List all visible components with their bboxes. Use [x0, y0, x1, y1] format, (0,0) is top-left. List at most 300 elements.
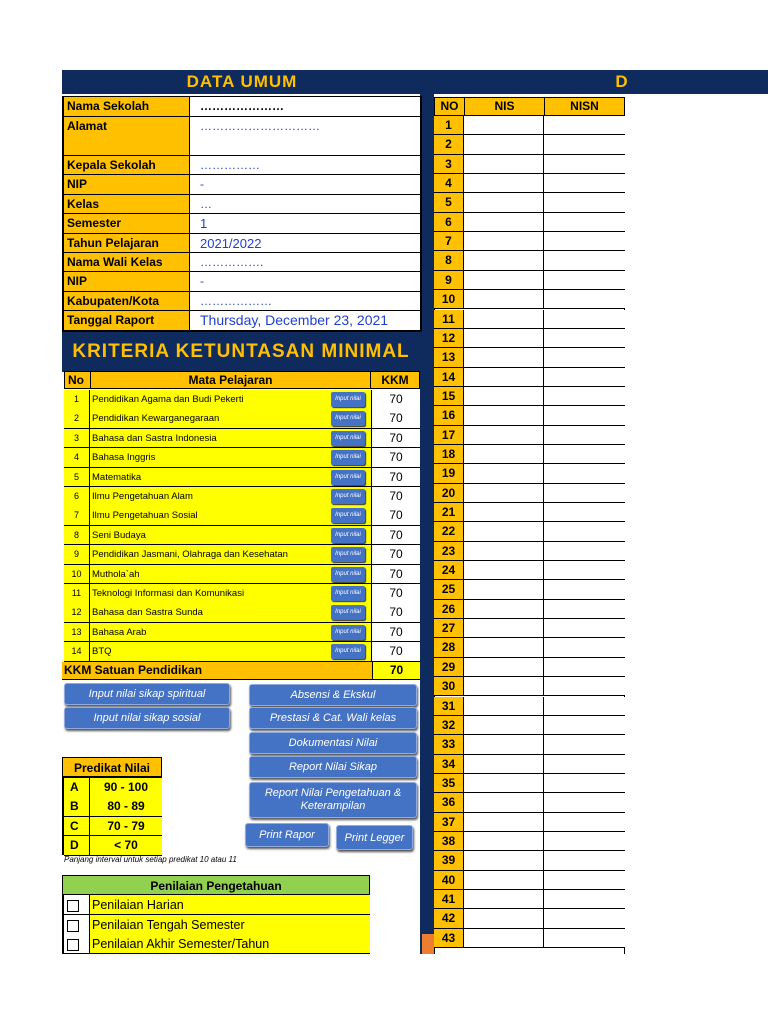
col-nisn: NISN: [570, 99, 599, 113]
kkm-subject-label: Ilmu Pengetahuan Sosial: [92, 510, 198, 522]
student-nisn-cell[interactable]: [544, 213, 625, 231]
data-umum-title: DATA UMUM: [186, 72, 298, 91]
kkm-subject-name: [90, 584, 372, 603]
input-sikap-sosial-button[interactable]: Input nilai sikap sosial: [64, 707, 230, 729]
student-no: 32: [434, 716, 464, 734]
data-umum-label: NIP: [64, 175, 190, 194]
kkm-value[interactable]: 70: [372, 565, 420, 584]
kkm-subject-no: 2: [64, 409, 90, 428]
student-row: [434, 871, 625, 890]
student-nis-cell[interactable]: [464, 426, 544, 444]
student-nis-cell[interactable]: [464, 193, 544, 211]
penilaian-checkbox-cell[interactable]: [64, 895, 90, 914]
kkm-subject-name: [90, 487, 372, 506]
penilaian-checkbox-cell[interactable]: [64, 934, 90, 953]
student-nis-cell[interactable]: [464, 716, 544, 734]
data-umum-label: Nama Sekolah: [64, 97, 190, 116]
student-nis-cell[interactable]: [464, 851, 544, 869]
student-nisn-cell[interactable]: [544, 735, 625, 753]
student-nisn-cell[interactable]: [544, 310, 625, 328]
student-nisn-cell[interactable]: [544, 580, 625, 598]
student-row: [434, 445, 625, 464]
student-nis-cell[interactable]: [464, 387, 544, 405]
student-no: 14: [434, 368, 464, 386]
student-nis-cell[interactable]: [464, 677, 544, 695]
kkm-subject-row: [64, 545, 420, 565]
kkm-subject-no: 4: [64, 448, 90, 467]
kkm-col-kkm: KKM: [381, 373, 409, 387]
student-nisn-cell[interactable]: [544, 251, 625, 269]
student-nisn-cell[interactable]: [544, 193, 625, 211]
student-nis-cell[interactable]: [464, 484, 544, 502]
student-nisn-cell[interactable]: [544, 600, 625, 618]
kkm-value[interactable]: 70: [372, 390, 420, 409]
student-no: 28: [434, 638, 464, 656]
kkm-value[interactable]: 70: [372, 409, 420, 428]
student-nisn-cell[interactable]: [544, 522, 625, 540]
student-nisn-cell[interactable]: [544, 638, 625, 656]
student-nisn-cell[interactable]: [544, 387, 625, 405]
data-umum-label: Tanggal Raport: [64, 311, 190, 330]
predikat-row: [64, 797, 162, 817]
data-umum-row: [64, 234, 420, 253]
student-row: [434, 406, 625, 425]
student-nis-cell[interactable]: [464, 542, 544, 560]
student-nisn-cell[interactable]: [544, 909, 625, 927]
student-nisn-cell[interactable]: [544, 174, 625, 192]
student-nis-cell[interactable]: [464, 445, 544, 463]
student-no: 27: [434, 619, 464, 637]
student-nisn-cell[interactable]: [544, 851, 625, 869]
student-nis-cell[interactable]: [464, 580, 544, 598]
kkm-subject-no: 6: [64, 487, 90, 506]
data-umum-label: NIP: [64, 272, 190, 291]
student-nis-cell[interactable]: [464, 310, 544, 328]
student-nisn-cell[interactable]: [544, 116, 625, 134]
student-row: [434, 735, 625, 754]
student-no: 13: [434, 348, 464, 366]
student-nis-cell[interactable]: [464, 638, 544, 656]
penilaian-checkbox[interactable]: [67, 900, 79, 912]
student-nis-cell[interactable]: [464, 116, 544, 134]
student-row: [434, 580, 625, 599]
student-nisn-cell[interactable]: [544, 329, 625, 347]
student-nisn-cell[interactable]: [544, 348, 625, 366]
student-nisn-cell[interactable]: [544, 290, 625, 308]
student-nisn-cell[interactable]: [544, 542, 625, 560]
kkm-subject-no: 10: [64, 565, 90, 584]
kkm-subject-label: Muthola`ah: [92, 568, 140, 580]
student-nisn-cell[interactable]: [544, 232, 625, 250]
student-nis-cell[interactable]: [464, 522, 544, 540]
student-nis-cell[interactable]: [464, 174, 544, 192]
student-nis-cell[interactable]: [464, 813, 544, 831]
student-nisn-cell[interactable]: [544, 368, 625, 386]
student-row: [434, 271, 625, 290]
input-nilai-button[interactable]: Input nilai: [331, 411, 365, 426]
student-nisn-cell[interactable]: [544, 445, 625, 463]
student-nis-cell[interactable]: [464, 290, 544, 308]
student-row: [434, 600, 625, 619]
student-nis-cell[interactable]: [464, 774, 544, 792]
student-no: 21: [434, 503, 464, 521]
student-nisn-cell[interactable]: [544, 619, 625, 637]
student-row: [434, 832, 625, 851]
kkm-col-subject: Mata Pelajaran: [91, 372, 371, 388]
student-nis-cell[interactable]: [464, 890, 544, 908]
student-nisn-cell[interactable]: [544, 561, 625, 579]
data-umum-value[interactable]: …………………………: [190, 117, 420, 155]
predikat-row: [64, 836, 162, 856]
data-umum-row: [64, 175, 420, 195]
student-nis-cell[interactable]: [464, 697, 544, 715]
kkm-subject-row: [64, 603, 420, 623]
student-nis-cell[interactable]: [464, 464, 544, 482]
data-umum-value[interactable]: Thursday, December 23, 2021: [190, 311, 420, 330]
student-nisn-cell[interactable]: [544, 503, 625, 521]
student-nisn-cell[interactable]: [544, 677, 625, 695]
data-umum-row: [64, 272, 420, 292]
kkm-value[interactable]: 70: [372, 429, 420, 448]
penilaian-row: [64, 895, 370, 915]
student-no: 4: [434, 174, 464, 192]
kkm-subject-name: [90, 448, 372, 467]
student-nisn-cell[interactable]: [544, 155, 625, 173]
student-nis-cell[interactable]: [464, 755, 544, 773]
kkm-subject-row: [64, 429, 420, 449]
kkm-subject-no: 7: [64, 506, 90, 525]
student-row: [434, 116, 625, 135]
penilaian-checkbox[interactable]: [67, 939, 79, 951]
input-nilai-button[interactable]: Input nilai: [331, 508, 365, 523]
kkm-subject-no: 9: [64, 545, 90, 564]
kkm-subject-label: Bahasa Inggris: [92, 452, 156, 464]
student-row: [434, 464, 625, 483]
kkm-value[interactable]: 70: [372, 448, 420, 467]
data-umum-value[interactable]: -: [190, 272, 420, 291]
student-nis-cell[interactable]: [464, 561, 544, 579]
student-nisn-cell[interactable]: [544, 426, 625, 444]
student-nis-cell[interactable]: [464, 406, 544, 424]
student-no: 12: [434, 329, 464, 347]
predikat-note: Panjang interval untuk setiap predikat 10 atau 11: [64, 855, 237, 864]
dokumentasi-nilai-button[interactable]: Dokumentasi Nilai: [249, 732, 417, 754]
kkm-subject-row: [64, 448, 420, 468]
student-nis-cell[interactable]: [464, 251, 544, 269]
student-row: [434, 755, 625, 774]
input-nilai-button[interactable]: Input nilai: [331, 431, 365, 446]
kkm-subject-name: [90, 545, 372, 564]
data-umum-label: Semester: [64, 214, 190, 233]
data-umum-value[interactable]: -: [190, 175, 420, 194]
input-nilai-button[interactable]: Input nilai: [331, 547, 365, 562]
penilaian-label: Penilaian Harian: [90, 895, 370, 914]
student-nisn-cell[interactable]: [544, 406, 625, 424]
student-no: 17: [434, 426, 464, 444]
input-nilai-button[interactable]: Input nilai: [331, 489, 365, 504]
student-no: 10: [434, 290, 464, 308]
kkm-subject-row: [64, 390, 420, 410]
student-no: 34: [434, 755, 464, 773]
student-row: [434, 174, 625, 193]
predikat-row: [64, 778, 162, 798]
student-no: 20: [434, 484, 464, 502]
student-nis-cell[interactable]: [464, 329, 544, 347]
student-nis-cell[interactable]: [464, 155, 544, 173]
student-nisn-cell[interactable]: [544, 774, 625, 792]
student-no: 9: [434, 271, 464, 289]
penilaian-row: [64, 934, 370, 954]
kkm-subject-no: 14: [64, 642, 90, 661]
student-nis-cell[interactable]: [464, 368, 544, 386]
student-row: [434, 329, 625, 348]
student-row: [434, 348, 625, 367]
student-no: 29: [434, 658, 464, 676]
student-no: 11: [434, 310, 464, 328]
student-row: [434, 484, 625, 503]
kkm-subject-label: Matematika: [92, 471, 142, 483]
kkm-subject-no: 8: [64, 526, 90, 545]
student-nisn-cell[interactable]: [544, 793, 625, 811]
student-row: [434, 793, 625, 812]
kkm-value[interactable]: 70: [372, 584, 420, 603]
kkm-value[interactable]: 70: [372, 487, 420, 506]
student-nis-cell[interactable]: [464, 348, 544, 366]
student-nis-cell[interactable]: [464, 929, 544, 947]
student-header: [434, 97, 625, 116]
data-umum-label: Kabupaten/Kota: [64, 292, 190, 310]
kkm-subject-no: 12: [64, 603, 90, 622]
penilaian-label: Penilaian Akhir Semester/Tahun: [90, 934, 370, 953]
kkm-subject-label: Pendidikan Jasmani, Olahraga dan Kesehatan: [92, 549, 288, 561]
print-rapor-button[interactable]: Print Rapor: [245, 823, 329, 847]
predikat-range: < 70: [90, 836, 162, 855]
student-no: 38: [434, 832, 464, 850]
kkm-satuan-row: [62, 662, 420, 680]
input-nilai-button[interactable]: Input nilai: [331, 625, 365, 640]
student-no: 40: [434, 871, 464, 889]
input-nilai-button[interactable]: Input nilai: [331, 470, 365, 485]
student-no: 26: [434, 600, 464, 618]
kkm-subject-name: [90, 526, 372, 545]
student-nis-cell[interactable]: [464, 832, 544, 850]
kkm-satuan-value: 70: [372, 662, 420, 679]
student-nis-cell[interactable]: [464, 658, 544, 676]
student-nis-cell[interactable]: [464, 213, 544, 231]
kkm-subject-name: [90, 623, 372, 642]
kkm-value[interactable]: 70: [372, 506, 420, 525]
predikat-grade: B: [64, 797, 90, 816]
data-umum-value[interactable]: 2021/2022: [190, 234, 420, 252]
student-nisn-cell[interactable]: [544, 658, 625, 676]
kkm-subject-no: 5: [64, 468, 90, 487]
student-no: 35: [434, 774, 464, 792]
prestasi-catatan-button[interactable]: Prestasi & Cat. Wali kelas: [249, 707, 417, 729]
student-no: 36: [434, 793, 464, 811]
student-row: [434, 677, 625, 696]
kkm-col-no: No: [65, 372, 91, 388]
student-nisn-cell[interactable]: [544, 755, 625, 773]
kkm-subject-name: [90, 429, 372, 448]
student-row: [434, 697, 625, 716]
penilaian-title: Penilaian Pengetahuan: [62, 875, 370, 895]
data-umum-value[interactable]: 1: [190, 214, 420, 233]
data-umum-value[interactable]: …: [190, 195, 420, 213]
input-nilai-button[interactable]: Input nilai: [331, 528, 365, 543]
student-row: [434, 290, 625, 309]
penilaian-checkbox[interactable]: [67, 920, 79, 932]
kkm-subject-label: Teknologi Informasi dan Komunikasi: [92, 588, 245, 599]
student-row: [434, 658, 625, 677]
student-row: [434, 774, 625, 793]
kkm-subject-label: Bahasa Arab: [92, 626, 147, 638]
student-no: 6: [434, 213, 464, 231]
student-nisn-cell[interactable]: [544, 871, 625, 889]
student-row: [434, 232, 625, 251]
input-nilai-button[interactable]: Input nilai: [331, 586, 365, 601]
student-nisn-cell[interactable]: [544, 484, 625, 502]
student-row: [434, 638, 625, 657]
data-umum-label: Kelas: [64, 195, 190, 213]
kkm-satuan-label: KKM Satuan Pendidikan: [64, 663, 203, 677]
kkm-value[interactable]: 70: [372, 526, 420, 545]
data-umum-value[interactable]: ……………: [190, 156, 420, 174]
input-nilai-button[interactable]: Input nilai: [331, 605, 365, 620]
kkm-subject-no: 13: [64, 623, 90, 642]
data-siswa-title-partial: D: [615, 72, 629, 91]
kkm-subject-row: [64, 642, 420, 662]
student-row: [434, 522, 625, 541]
penilaian-row: [64, 915, 370, 935]
predikat-grade: D: [64, 836, 90, 855]
student-nis-cell[interactable]: [464, 619, 544, 637]
kkm-subject-name: [90, 468, 372, 487]
student-row: [434, 155, 625, 174]
kkm-subject-label: Bahasa dan Sastra Indonesia: [92, 432, 217, 444]
orange-marker: [422, 934, 434, 954]
student-nisn-cell[interactable]: [544, 697, 625, 715]
predikat-grade: C: [64, 817, 90, 836]
data-umum-row: [64, 156, 420, 175]
kkm-subject-name: [90, 409, 372, 428]
student-no: 16: [434, 406, 464, 424]
student-no: 1: [434, 116, 464, 134]
student-row: [434, 813, 625, 832]
data-umum-row: [64, 253, 420, 272]
student-nisn-cell[interactable]: [544, 890, 625, 908]
student-no: 33: [434, 735, 464, 753]
student-nis-cell[interactable]: [464, 271, 544, 289]
kkm-value[interactable]: 70: [372, 545, 420, 564]
student-no: 5: [434, 193, 464, 211]
student-no: 15: [434, 387, 464, 405]
penilaian-label: Penilaian Tengah Semester: [90, 915, 370, 934]
student-row: [434, 251, 625, 270]
predikat-range: 70 - 79: [90, 817, 162, 836]
column-separator: [420, 94, 434, 954]
kkm-subject-name: [90, 642, 372, 661]
data-umum-row: [64, 311, 420, 331]
data-umum-value[interactable]: …………….: [190, 253, 420, 271]
student-nis-cell[interactable]: [464, 503, 544, 521]
student-no: 23: [434, 542, 464, 560]
student-row: [434, 310, 625, 329]
student-nis-cell[interactable]: [464, 135, 544, 153]
student-nis-cell[interactable]: [464, 909, 544, 927]
data-umum-label: Alamat: [64, 117, 190, 155]
student-nisn-cell[interactable]: [544, 813, 625, 831]
student-nis-cell[interactable]: [464, 232, 544, 250]
input-sikap-spiritual-button[interactable]: Input nilai sikap spiritual: [64, 683, 230, 705]
data-umum-value[interactable]: ………………: [190, 292, 420, 310]
kkm-subject-no: 3: [64, 429, 90, 448]
kkm-subject-label: BTQ: [92, 646, 112, 658]
student-nisn-cell[interactable]: [544, 271, 625, 289]
student-nis-cell[interactable]: [464, 871, 544, 889]
student-row: [434, 387, 625, 406]
predikat-row: [64, 817, 162, 837]
student-nisn-cell[interactable]: [544, 464, 625, 482]
kkm-subject-label: Bahasa dan Sastra Sunda: [92, 607, 203, 619]
input-nilai-button[interactable]: Input nilai: [331, 644, 365, 659]
input-nilai-button[interactable]: Input nilai: [331, 392, 365, 407]
student-row: [434, 426, 625, 445]
student-nisn-cell[interactable]: [544, 716, 625, 734]
report-nilai-sikap-button[interactable]: Report Nilai Sikap: [249, 756, 417, 778]
kkm-title: KRITERIA KETUNTASAN MINIMAL: [62, 332, 420, 372]
penilaian-checkbox-cell[interactable]: [64, 915, 90, 934]
student-row: [434, 851, 625, 870]
student-nis-cell[interactable]: [464, 600, 544, 618]
student-nisn-cell[interactable]: [544, 832, 625, 850]
kkm-subject-row: [64, 623, 420, 643]
kkm-subject-row: [64, 487, 420, 507]
student-nis-cell[interactable]: [464, 735, 544, 753]
print-legger-button[interactable]: Print Legger: [336, 825, 413, 850]
data-umum-row: [64, 214, 420, 234]
student-nisn-cell[interactable]: [544, 135, 625, 153]
kkm-subject-no: 1: [64, 390, 90, 409]
student-nisn-cell[interactable]: [544, 929, 625, 947]
data-umum-row: [64, 292, 420, 311]
kkm-value[interactable]: 70: [372, 468, 420, 487]
input-nilai-button[interactable]: Input nilai: [331, 567, 365, 582]
student-no: 18: [434, 445, 464, 463]
student-no: 39: [434, 851, 464, 869]
student-no: 3: [434, 155, 464, 173]
kkm-subject-name: [90, 565, 372, 584]
student-row: [434, 213, 625, 232]
predikat-range: 90 - 100: [90, 778, 162, 797]
student-row: [434, 503, 625, 522]
kkm-subject-row: [64, 584, 420, 604]
student-no: 22: [434, 522, 464, 540]
student-no: 8: [434, 251, 464, 269]
student-no: 2: [434, 135, 464, 153]
absensi-ekskul-button[interactable]: Absensi & Ekskul: [249, 684, 417, 706]
data-umum-label: Nama Wali Kelas: [64, 253, 190, 271]
report-pengetahuan-button[interactable]: Report Nilai Pengetahuan & Keterampilan: [249, 782, 417, 818]
kkm-value[interactable]: 70: [372, 623, 420, 642]
input-nilai-button[interactable]: Input nilai: [331, 450, 365, 465]
kkm-value[interactable]: 70: [372, 603, 420, 622]
student-row: [434, 890, 625, 909]
kkm-value[interactable]: 70: [372, 642, 420, 661]
kkm-subject-row: [64, 506, 420, 526]
student-nis-cell[interactable]: [464, 793, 544, 811]
data-umum-value[interactable]: …………………: [190, 97, 420, 116]
student-row: [434, 561, 625, 580]
